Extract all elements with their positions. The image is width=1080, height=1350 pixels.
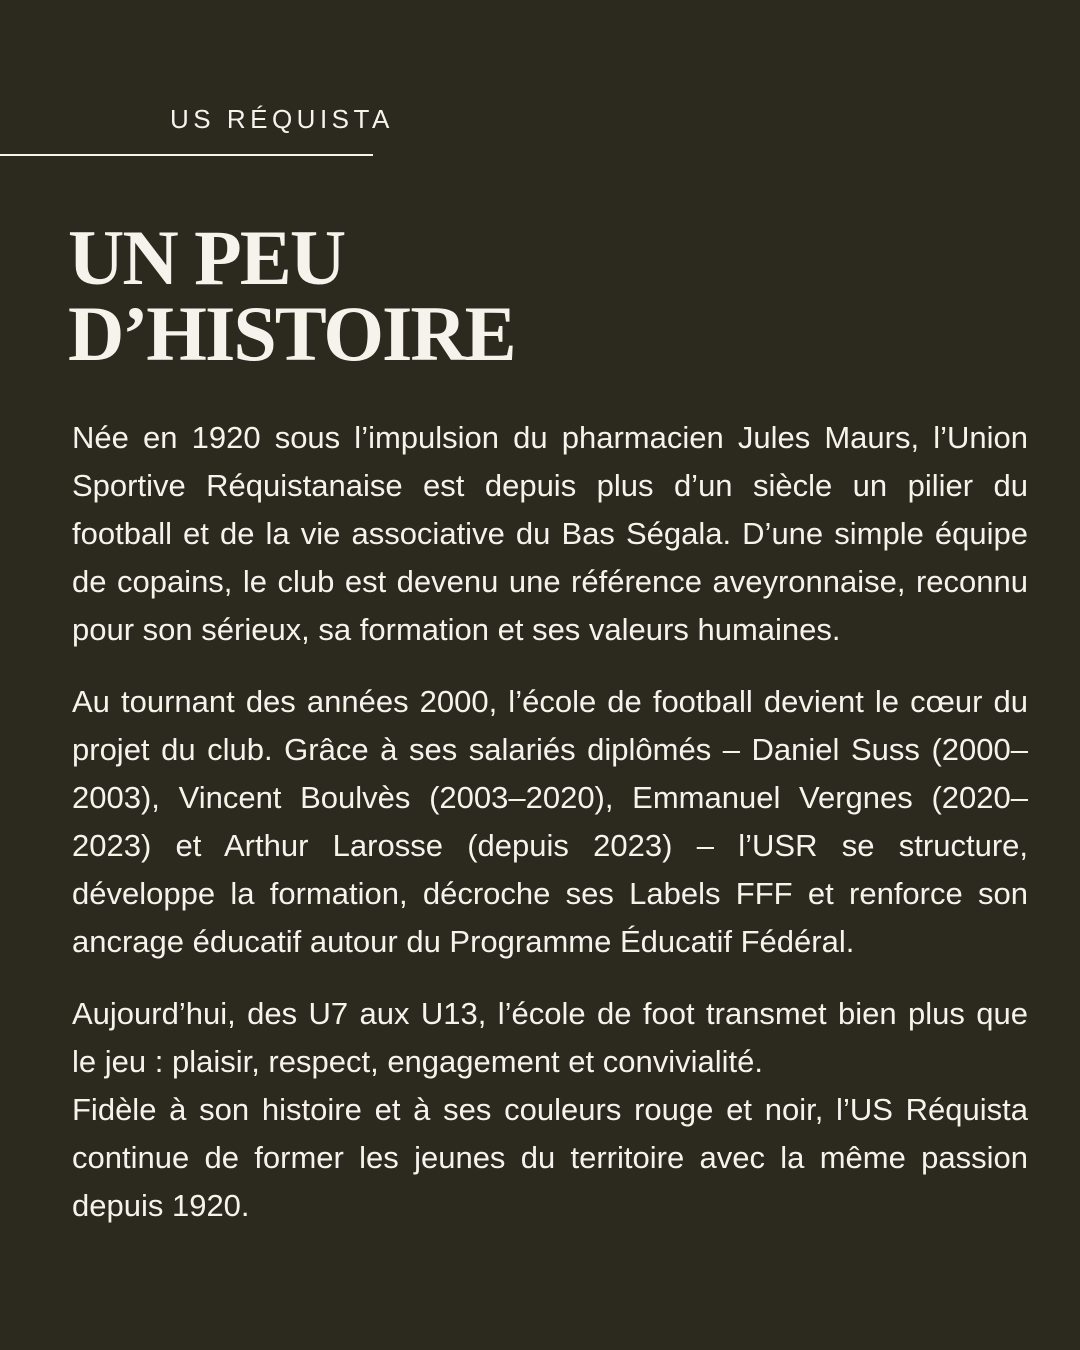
page-title-line-1: UN PEU [68,214,345,302]
history-paragraph-school: Au tournant des années 2000, l’école de football devient le cœur du projet du club. Grâce à ses salariés diplômés – Daniel Suss (2000–2003), Vincent Boulvès (2003–2020), Emmanuel Vergnes (2020–2023) et Arthur Larosse (depuis 2023) – l’USR se structure, développe la formation, décroche ses Labels FFF et renforce son ancrage éducatif autour du Programme Éducatif Fédéral. [72,684,1028,960]
page-title-line-2: D’HISTOIRE [68,290,515,378]
history-paragraph-today: Aujourd’hui, des U7 aux U13, l’école de foot transmet bien plus que le jeu : plaisir, respect, engagement et convivialité. [72,996,1028,1080]
page-title [68,214,1020,378]
club-name-eyebrow: US RÉQUISTA [170,104,394,134]
header-underline-rule [0,154,373,156]
history-paragraph-origins: Née en 1920 sous l’impulsion du pharmacien Jules Maurs, l’Union Sportive Réquistanaise est depuis plus d’un siècle un pilier du football et de la vie associative du Bas Ségala. D’une simple équipe de copains, le club est devenu une référence aveyronnaise, reconnu pour son sérieux, sa formation et ses valeurs humaines. [72,420,1028,648]
history-text-block [72,414,1028,1230]
history-paragraph-values: Fidèle à son histoire et à ses couleurs rouge et noir, l’US Réquista continue de former les jeunes du territoire avec la même passion depuis 1920. [72,1092,1028,1224]
